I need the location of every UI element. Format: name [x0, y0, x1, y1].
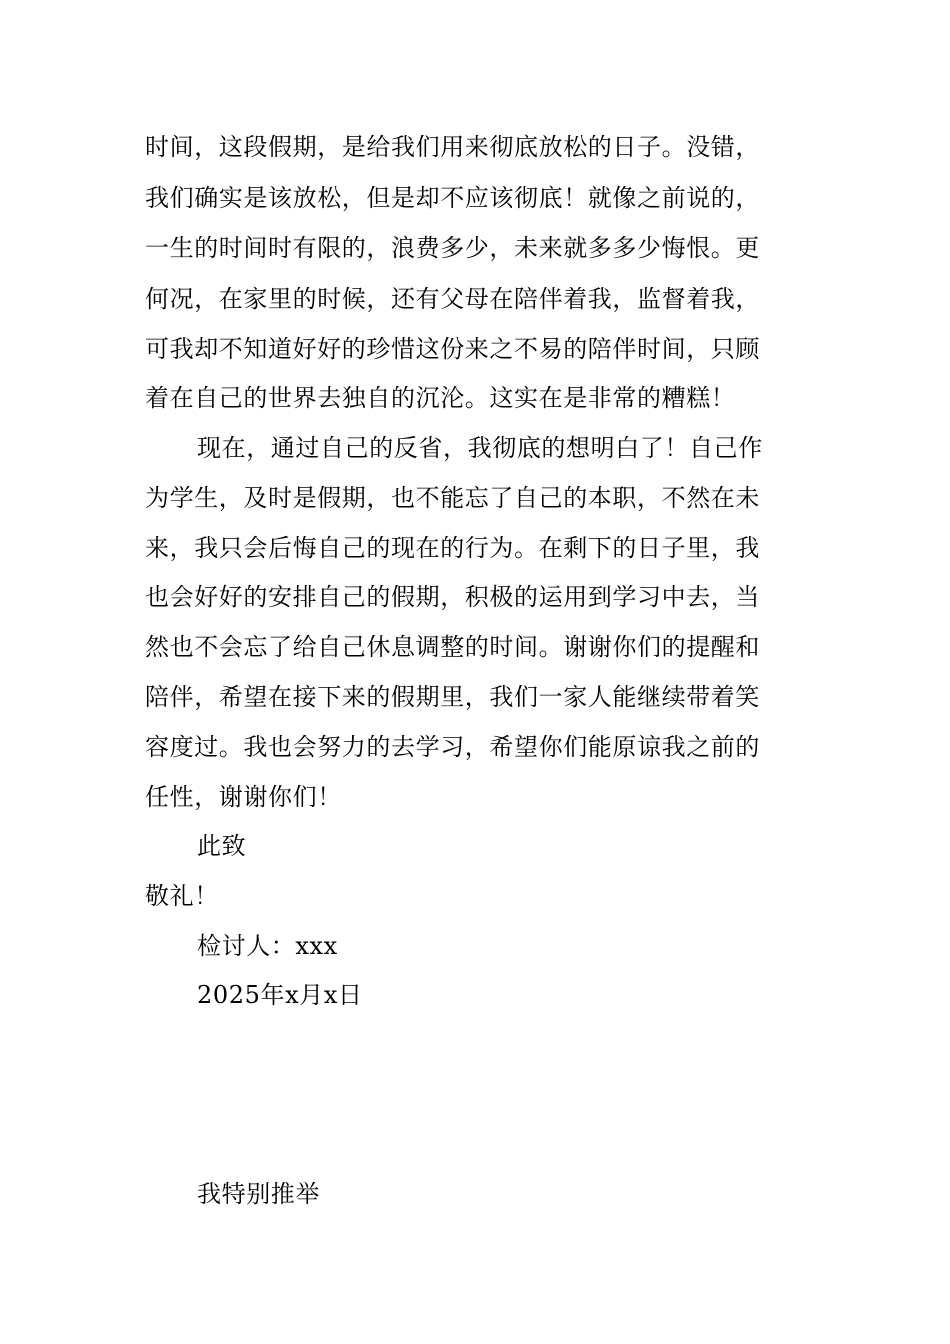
paragraph-line: 为学生，及时是假期，也不能忘了自己的本职，不然在未	[145, 484, 760, 512]
paragraph-line: 可我却不知道好好的珍惜这份来之不易的陪伴时间，只顾	[145, 335, 760, 363]
paragraph-line: 容度过。我也会努力的去学习，希望你们能原谅我之前的	[145, 733, 760, 761]
paragraph-line: 也会好好的安排自己的假期，积极的运用到学习中去，当	[145, 583, 760, 611]
paragraph-first-line: 现在，通过自己的反省，我彻底的想明白了！自己作	[197, 434, 763, 462]
paragraph-line: 着在自己的世界去独自的沉沦。这实在是非常的糟糕！	[145, 384, 736, 412]
paragraph-line: 何况，在家里的时候，还有父母在陪伴着我，监督着我，	[145, 285, 760, 313]
closing-salutation: 此致	[197, 832, 247, 860]
signature-name: 检讨人：xxx	[197, 932, 338, 960]
paragraph-line: 来，我只会后悔自己的现在的行为。在剩下的日子里，我	[145, 534, 760, 562]
paragraph-line: 时间，这段假期，是给我们用来彻底放松的日子。没错，	[145, 133, 760, 161]
next-section-start: 我特别推举	[197, 1180, 320, 1208]
paragraph-line: 任性，谢谢你们！	[145, 783, 342, 811]
paragraph-line: 一生的时间时有限的，浪费多少，未来就多多少悔恨。更	[145, 234, 760, 262]
closing-respect: 敬礼！	[145, 882, 219, 910]
paragraph-line: 陪伴，希望在接下来的假期里，我们一家人能继续带着笑	[145, 683, 760, 711]
paragraph-line: 然也不会忘了给自己休息调整的时间。谢谢你们的提醒和	[145, 633, 760, 661]
paragraph-line: 我们确实是该放松，但是却不应该彻底！就像之前说的，	[145, 184, 760, 212]
signature-date: 2025年x月x日	[197, 981, 363, 1009]
